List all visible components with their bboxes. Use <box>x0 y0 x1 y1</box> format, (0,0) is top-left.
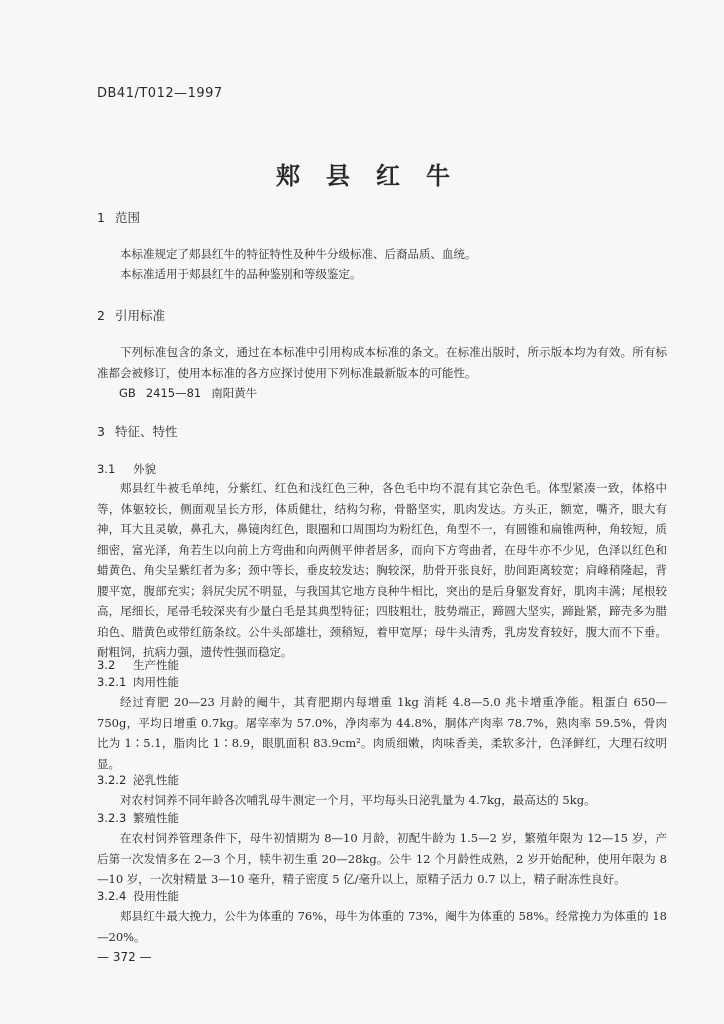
section-3-1-heading: 3.1 外貌 <box>97 462 156 476</box>
section-3-heading: 3 特征、特性 <box>97 424 178 439</box>
section-3-1-paragraph: 郏县红牛被毛单纯，分紫红、红色和浅红色三种，各色毛中均不混有其它杂色毛。体型紧凑一致，体格中等，体躯较长，侧面观呈长方形，体质健壮，结构匀称，骨骼坚实，肌肉发达。方头正，额宽，嘴齐，眼大有神，耳大且灵敏，鼻孔大，鼻镜肉红色，眼圈和口周围均为粉红色，角型不一，有圆锥和扁锥两种，角较短，质细密，富光泽，角若生以向前上方弯曲和向两侧平伸者居多，而向下方弯曲者，在母牛亦不少见，色泽以红色和蜡黄色、角尖呈紫红者为多；颈中等长，垂皮较发达；胸较深，肋骨开张良好，肋间距离较宽；肩峰稍隆起，背腰平宽，腹部充实；斜尻尖尻不明显，与我国其它地方良种牛相比，突出的是后身躯发育好，肌肉丰满；尾根较高，尾细长，尾帚毛较深夹有少量白毛是其典型特征；四肢粗壮，肢势端正，蹄圆大坚实，蹄趾紧，蹄壳多为腊珀色、腊黄色或带红筋条纹。公牛头部雄壮，颈稍短，着甲宽厚；母牛头清秀，乳房发育较好，腹大而不下垂。耐粗饲，抗病力强，遗传性强而稳定。 <box>97 481 667 659</box>
section-3-2-1-heading: 3.2.1 肉用性能 <box>97 675 179 689</box>
section-3-2-4-paragraph: 郏县红牛最大挽力，公牛为体重的 76%，母牛为体重的 73%，阉牛为体重的 58%。经常挽力为体重的 18—20%。 <box>97 909 667 944</box>
reference-item: GB 2415—81 南阳黄牛 <box>119 386 258 400</box>
section-2-heading: 2 引用标准 <box>97 308 166 323</box>
section-3-2-2-heading: 3.2.2 泌乳性能 <box>97 773 179 787</box>
section-2-paragraph-1: 下列标准包含的条文，通过在本标准中引用构成本标准的条文。在标准出版时，所示版本均为有效。所有标准都会被修订，使用本标准的各方应探讨使用下列标准最新版本的可能性。 <box>97 345 667 380</box>
document-title: 郏县红牛 <box>276 161 476 190</box>
standard-code: DB41/T012—1997 <box>97 86 223 101</box>
section-1-heading: 1 范围 <box>97 210 141 225</box>
section-1-paragraph-1: 本标准规定了郏县红牛的特征特性及种牛分级标准、后裔品质、血统。 <box>120 247 477 261</box>
section-3-2-2-paragraph: 对农村饲养不同年龄各次哺乳母牛测定一个月，平均每头日泌乳量为 4.7kg，最高达的 5kg。 <box>120 793 596 807</box>
section-3-2-3-paragraph: 在农村饲养管理条件下，母牛初情期为 8—10 月龄，初配牛龄为 1.5—2 岁，繁殖年限为 12—15 岁，产后第一次发情多在 2—3 个月，犊牛初生重 20—28kg。公牛 12 个月龄性成熟，2 岁开始配种，使用年限为 8—10 岁，一次射精量 3—10 毫升，精子密度 5 亿/毫升以上，原精子活力 0.7 以上，精子耐冻性良好。 <box>97 831 667 886</box>
section-3-2-4-heading: 3.2.4 役用性能 <box>97 889 179 903</box>
section-3-2-1-paragraph: 经过育肥 20—23 月龄的阉牛，其育肥期内每增重 1kg 消耗 4.8—5.0 兆卡增重净能。粗蛋白 650—750g，平均日增重 0.7kg。屠宰率为 57.0%，净肉率为 44.8%，胴体产肉率 78.7%，熟肉率 59.5%，骨肉比为 1∶5.1，脂肉比 1∶8.9，眼肌面积 83.9cm²。肉质细嫩，肉味香美，柔软多汁，色泽鲜红，大理石纹明显。 <box>97 695 667 771</box>
section-1-paragraph-2: 本标准适用于郏县红牛的品种鉴别和等级鉴定。 <box>120 267 362 281</box>
page-number: — 372 — <box>97 950 152 964</box>
section-3-2-heading: 3.2 生产性能 <box>97 658 179 672</box>
section-3-2-3-heading: 3.2.3 繁殖性能 <box>97 811 179 825</box>
